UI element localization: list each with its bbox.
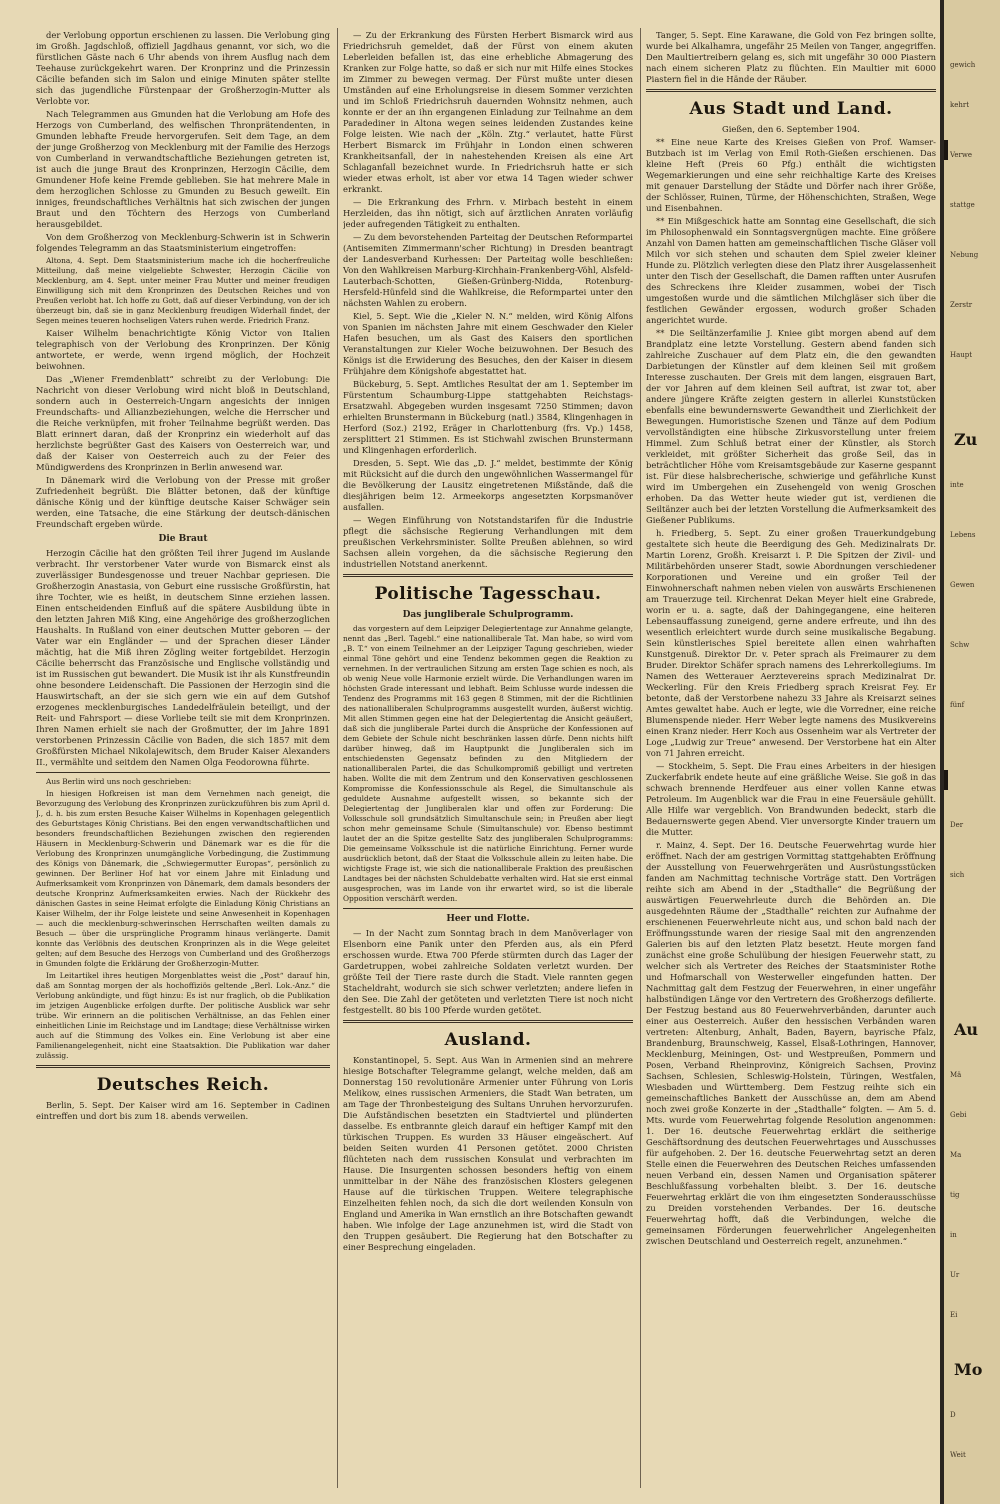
section-heading-politische-tagesschau: Politische Tagesschau.: [374, 584, 602, 604]
page-marker: [944, 140, 948, 160]
edge-text: gewich: [950, 61, 976, 69]
section-heading-ausland: Ausland.: [444, 1030, 532, 1050]
paragraph: Konstantinopel, 5. Sept. Aus Wan in Armenien sind an mehrere hiesige Botschafter Telegramme gelangt, welche melden, daß am Donnerstag 150 revolutionäre Armenier unter Führung von Loris Melikow, eines russischen Armeniers, die Stadt Wan betraten, um am Tage der Thronbesteigung des Sultans Unruhen hervorzurufen. Die Aufständischen besetzten ein Stadtviertel und plünderten dasselbe. Es entbrannte gleich darauf ein heftiger Kampf mit den türkischen Truppen. Es wurden 33 Häuser eingeäschert. Auf beiden Seiten wurden 41 Personen getötet. 2000 Christen flüchteten nach dem russischen Konsulat und verbrachten im Hause. Die Insurgenten schossen besonders heftig von einem unmittelbar in der Nähe des französischen Klosters gelegenen Hause auf die türkischen Truppen. Weitere telegraphische Einzelheiten fehlen noch, da sich die dort weilenden Konsuln von England und Amerika in Wan ernstlich an ihre Botschaften gewandt haben. Wie infolge der Lage anzunehmen ist, wird die Stadt von den Truppen gesäubert. Die Regierung hat den Botschafter zu einer Besprechung eingeladen.: [343, 1055, 633, 1252]
section-heading-die-braut: Die Braut: [158, 534, 208, 544]
adjacent-page-edge: [944, 0, 1000, 1504]
paragraph: — Zu dem bevorstehenden Parteitag der Deutschen Reformpartei (Antisemiten Zimmermann'scher Richtung) in Dresden beantragt der Landesverband Kurhessen: Der Parteitag wolle beschließen: Von den Wahlkreisen Marburg-Kirchhain-Frankenberg-Vöhl, Alsfeld-Lauterbach-Schotten, Gießen-Grünberg-Nidda, Rotenburg-Hersfeld-Hünfeld sind die Wahlkreise, die Reformpartei unter den nächsten Wahlen zu erobern.: [343, 232, 633, 308]
paragraph: ** Ein Mißgeschick hatte am Sonntag eine Gesellschaft, die sich im Philosophenwald ein Sonntagsvergnügen machte. Eine größere Anzahl von Damen hatten am gemeinschaftlichen Tische Gläser voll Milch vor sich stehen und schauten dem Spiel zweier kleiner Hunde zu. Plötzlich verlegten diese den Platz ihrer Ausgelassenheit unter den Tisch der Gesellschaft, die Damen rafften unter Ausrufen des Schreckens ihre Kleider zusammen, wobei der Tisch umgestoßen wurde und die sämtlichen Milchgläser sich über die festlichen Gewänder ergossen, wodurch großer Schaden angerichtet wurde.: [646, 216, 936, 325]
paragraph: Kiel, 5. Sept. Wie die „Kieler N. N.“ melden, wird König Alfons von Spanien im nächsten Jahre mit einem Geschwader den Kieler Hafen besuchen, um als Gast des Kaisers den sportlichen Veranstaltungen zur Kieler Woche beizuwohnen. Der Besuch des Königs ist die Erwiderung des Besuches, den der Kaiser in diesem Frühjahre dem Königshofe abgestattet hat.: [343, 311, 633, 376]
paragraph: Im Leitartikel ihres heutigen Morgenblattes weist die „Post“ darauf hin, daß am Sonntag morgen der als hochoffiziös geltende „Berl. Lok.-Anz.“ die Verlobung ankündigte, und fügt hinzu: Es ist nur fraglich, ob die Publikation im jetzigen Augenblicke erfolgen durfte. Der politische Ausblick war sehr trübe. Wir erinnern an die politischen Verhältnisse, an das Fehlen einer einheitlichen Linie im Reichstage und im Landtage; diese Verhältnisse wirken auch auf die Stimmung des Volkes ein. Eine Verlobung ist aber eine Familienangelegenheit, nicht eine Staatsaktion. Die Publikation war daher zulässig.: [36, 971, 330, 1060]
edge-text: sich: [950, 871, 965, 879]
paragraph: Dresden, 5. Sept. Wie das „D. J.“ meldet, bestimmte der König mit Rücksicht auf die durch den ungewöhnlichen Wassermangel für die Bevölkerung der Lausitz eingetretenen Mißstände, daß die diesjährigen beim 12. Armeekorps angesetzten Korpsmanöver ausfallen.: [343, 458, 633, 512]
edge-text: Haupt: [950, 351, 973, 359]
column-2: [343, 30, 633, 1490]
dateline: Gießen, den 6. September 1904.: [722, 124, 860, 134]
paragraph: Tanger, 5. Sept. Eine Karawane, die Gold von Fez bringen sollte, wurde bei Alkalhamra, ungefähr 25 Meilen von Tanger, angegriffen. Den Maultiertreibern gelang es, sich mit ungefähr 30 000 Piastern nach einem sicheren Platz zu flüchten. Ein Maultier mit 6000 Piastern fiel in die Hände der Räuber.: [646, 30, 936, 84]
page-marker: [944, 770, 948, 790]
edge-text: fünf: [950, 701, 965, 709]
column-divider: [337, 28, 338, 1488]
edge-text: Lebens: [950, 531, 976, 539]
edge-text: Der: [950, 821, 964, 829]
edge-text: Gebi: [950, 1111, 967, 1119]
paragraph: Kaiser Wilhelm benachrichtigte König Victor von Italien telegraphisch von der Verlobung des Kronprinzen. Der König antwortete, er werde, wenn irgend möglich, der Hochzeit beiwohnen.: [36, 328, 330, 371]
edge-text: Nebung: [950, 251, 979, 259]
edge-text: inte: [950, 481, 964, 489]
edge-heading: Zu: [954, 430, 978, 449]
column-divider: [640, 28, 641, 1488]
separator: [343, 574, 633, 577]
paragraph: Herzogin Cäcilie hat den größten Teil ihrer Jugend im Auslande verbracht. Ihr verstorbener Vater wurde von Bismarck einst als zuverlässiger Bundesgenosse und treuer Nachbar gepriesen. Die Großherzogin Anastasia, von Geburt eine russische Großfürstin, hat ihre Tochter, wie es heißt, in deutschem Sinne erziehen lassen. Einen entscheidenden Einfluß auf die spätere Ausbildung übte in den letzten Jahren Miß King, eine Angehörige des großherzoglichen Haushalts. In Rußland von einer deutschen Mutter geboren — der Vater war ein Engländer — und der Sprachen dieser Länder mächtig, hat die Miß ihren Zögling weiter fortgebildet. Herzogin Cäcilie beherrscht das Französische und Englische vollständig und ist im Russischen gut bewandert. Die Musik ist ihr als Kunstfreundin ohne besondere Leidenschaft. Die Passionen der Herzogin sind die Hauswirtschaft, an der sie sich gern wie ein auf dem Gutshof erzogenes mecklenburgisches Landedelfräulein beteiligt, und der Reit- und Fahrsport — diese Vorliebe teilt sie mit dem Kronprinzen. Ihren Namen erhielt sie nach der Großmutter, der im Jahre 1891 verstorbenen Prinzessin Cäcilie von Baden, die sich 1857 mit dem Großfürsten Michael Nikolajewitsch, dem Bruder Kaiser Alexanders II., vermählte und seitdem den Namen Olga Feodorowna führte.: [36, 548, 330, 767]
separator: [36, 1065, 330, 1068]
paragraph: In hiesigen Hofkreisen ist man dem Vernehmen nach geneigt, die Bevorzugung des Verlobung des Kronprinzen zurückzuführen bis zum April d. J., d. h. bis zum ersten Besuche Kaiser Wilhelms in Kopenhagen gelegentlich des Geburtstages König Christians. Bei den engen verwandtschaftlichen und besonders freundschaftlichen Beziehungen zwischen den regierenden Häusern in Mecklenburg-Schwerin und Dänemark war es die für die Verlobung des Kronprinzen unumgängliche Vorbedingung, die Zustimmung des Königs von Dänemark, die „Schwiegermutter Europas“, persönlich zu gewinnen. Der Berliner Hof hat vor einem Jahre mit Einladung und Aufmerksamkeit vom Kronprinzen von Dänemark, dem damals besonders der deutsche Kronprinz Aufmerksamkeiten erwies. Nach der Rückkehr des dänischen Gastes in seine Heimat erfolgte die Einladung König Christians an Kaiser Wilhelm, der ihr Folge leistete und seine Anwesenheit in Kopenhagen — auch die mecklenburg-schwerinschen Herrschaften weilten damals zu Besuch — über die ursprüngliche Programm hinaus verlängerte. Damit konnte das Verlöbnis des deutschen Kronprinzen als in die Wege geleitet gelten; auf dem Besuche des Herzogs von Cumberland und des Großherzogs in Gmunden folgte die Erklärung der Großherzogin-Mutter.: [36, 789, 330, 968]
paragraph: der Verlobung opportun erschienen zu lassen. Die Verlobung ging im Großh. Jagdschloß, offiziell Jagdhaus genannt, vor sich, wo die fürstlichen Gäste nach 6 Uhr abends von ihrem Ausflug nach dem Teehause zurückgekehrt waren. Der Kronprinz und die Prinzessin Cäcilie befanden sich im Salon und einige Minuten später stellte sich das jugendliche Fürstenpaar der Großherzogin-Mutter als Verlobte vor.: [36, 30, 330, 106]
edge-text: Ma: [950, 1151, 962, 1159]
edge-text: D: [950, 1411, 956, 1419]
paragraph: — Wegen Einführung von Notstandstarifen für die Industrie pflegt die sächsische Regierung Verhandlungen mit dem preußischen Verkehrsminister. Sollte Preußen ablehnen, so wird Sachsen allein vorgehen, da die sächsische Regierung den industriellen Notstand anerkennt.: [343, 515, 633, 569]
edge-text: Ur: [950, 1271, 960, 1279]
edge-text: Schw: [950, 641, 970, 649]
paragraph: In Dänemark wird die Verlobung von der Presse mit großer Zufriedenheit begrüßt. Die Blätter betonen, daß der künftige dänische König und der künftige deutsche Kaiser Schwäger sein werden, eine Tatsache, die eine Stärkung der deutsch-dänischen Freundschaft ergeben würde.: [36, 475, 330, 529]
separator: [646, 89, 936, 92]
separator: [343, 908, 633, 909]
subheading: Das jungliberale Schulprogramm.: [402, 610, 574, 620]
paragraph: das vorgestern auf dem Leipziger Delegiertentage zur Annahme gelangte, nennt das „Berl. Tagebl.“ eine nationalliberale Tat. Man habe, so wird vom „B. T.“ von einem Teilnehmer an der Leipziger Tagung geschrieben, wieder einmal Töne gehört und eine Tendenz bekommen gegen die Reaktion zu vernehmen. In der vertraulichen Sitzung am ersten Tage schien es noch, als ob wenig Neue volle Harmonie erzielt würde. Die Verhandlungen waren im höchsten Grade interessant und lebhaft. Beim Schlusse wurde indessen die Tendenz des Programms mit 163 gegen 8 Stimmen, mit der die Richtlinien des nationalliberalen Schulprogramms ausgestellt wurden, äußerst wichtig. Mit allen Stimmen gegen eine hat der Delegiertentag die Ansicht geäußert, daß sich die jungliberale Partei durch die Ansprüche der Konfessionen auf dem Gebiete der Schule nicht beschränken lassen dürfe. Denn nichts hilft darüber hinweg, daß im Hauptpunkt die Jungliberalen sich im entschiedensten Gegensatz befinden zu den Mitgliedern der nationalliberalen Partei, die das Schulkompromiß gebilligt und vertreten haben. Wollte die mit dem Zentrum und den Konservativen geschlossenen Kompromisse die Konfessionsschule als Regel, die Simultanschule als geduldete Ausnahme aufgestellt wissen, so bekannte sich der Delegiertentag der Jungliberalen klar und offen zur Forderung: Die Volksschule soll grundsätzlich Simultanschule sein; in Preußen aber liegt schon mehr gemeinsame Schule (Simultanschule) vor. Ebenso bestimmt lautet der an die Spitze gestellte Satz des jungliberalen Schulprogramms: Die gemeinsame Volksschule ist die natürliche Einrichtung. Ferner wurde ausdrücklich betont, daß der Staat die Volksschule allein zu leiten habe. Die wichtigste Frage ist, wie sich die nationalliberale Fraktion des preußischen Landtages bei der nächsten Schuldebatte verhalten wird. Hat sie erst einmal ausgesprochen, was im Lande von ihr erwartet wird, so ist die liberale Opposition verschärft werden.: [343, 624, 633, 903]
edge-text: kehrt: [950, 101, 970, 109]
paragraph: Bückeburg, 5. Sept. Amtliches Resultat der am 1. September im Fürstentum Schaumburg-Lippe stattgehabten Reichstags-Ersatzwahl. Abgegeben wurden insgesamt 7250 Stimmen; davon erhielten Brunstermann in Bückeburg (natl.) 3584, Klingenhagen in Herford (Soz.) 2192, Eräger in Charlottenburg (frs. Vp.) 1458, zersplittert 21 Stimmen. Es ist Stichwahl zwischen Brunstermann und Klingenhagen erforderlich.: [343, 379, 633, 455]
edge-text: tig: [950, 1191, 960, 1199]
section-heading-deutsches-reich: Deutsches Reich.: [96, 1075, 270, 1095]
separator: [343, 1020, 633, 1023]
edge-text: Ei: [950, 1311, 958, 1319]
paragraph: — Die Erkrankung des Frhrn. v. Mirbach besteht in einem Herzleiden, das ihn nötigt, sich auf ärztlichen Anraten vorläufig jeder aufregenden Tätigkeit zu enthalten.: [343, 197, 633, 229]
paragraph: — Zu der Erkrankung des Fürsten Herbert Bismarck wird aus Friedrichsruh gemeldet, daß der Fürst von einem akuten Leberleiden befallen ist, das eine erhebliche Abmagerung des Kranken zur Folge hatte, so daß er sich nur mit Hilfe eines Stockes im Zimmer zu bewegen vermag. Der Fürst mußte unter diesen Umständen auf eine Erholungsreise in diesem Sommer verzichten und im Schloß Friedrichsruh dauernden Wohnsitz nehmen, auch konnte er der an ihn ergangenen Einladung zur Teilnahme an dem Paradediner in Altona wegen seines leidenden Zustandes keine Folge leisten. Wie nach der „Köln. Ztg.“ verlautet, hatte Fürst Herbert Bismarck im Frühjahr in London einen schweren Krankheitsanfall, der in nahestehenden Kreisen als eine Art Schlaganfall bezeichnet wurde. In Friedrichsruh hatte er sich wieder etwas erholt, ist aber vor etwa 14 Tagen wieder schwer erkrankt.: [343, 30, 633, 194]
paragraph: h. Friedberg, 5. Sept. Zu einer großen Trauerkundgebung gestaltete sich heute die Beerdigung des Geh. Medizinalrats Dr. Martin Lorenz, Großh. Kreisarzt i. P. Die Spitzen der Zivil- und Militärbehörden unserer Stadt, sowie Abordnungen verschiedener Korporationen und Vereine und ein großer Teil der Einwohnerschaft nahmen neben vielen von auswärts Erschienenen am Trauerzuge teil. Kirchenrat Dekan Meyer hielt eine Grabrede, worin er u. a. sagte, daß der Dahingegangene, eine heiteren Lebensauffassung zuneigend, gerne andere erfreute, und ihn des wesentlich erleichtert wurde durch seine musikalische Begabung. Sein künstlerisches Spiel bereitete allen einen wahrhaften Kunstgenuß. Direktor Dr. v. Peter sprach als Freimaurer zu dem Bruder. Direktor Schäfer sprach namens des Lehrerkollegiums. Im Namen des Wetterauer Aerztevereins sprach Medizinalrat Dr. Weckerling. Für den Kreis Friedberg sprach Kreisrat Fey. Er betonte, daß der Verstorbene nahezu 33 Jahre als Kreisarzt seines Amtes gewaltet habe. Auch er legte, wie die Vorredner, eine reiche Blumenspende nieder. Herr Weber legte namens des Musikvereins einen Kranz nieder. Herr Koch aus Ossenheim war als Vertreter der Loge „Ludwig zur Treue“ anwesend. Der Verstorbene hat ein Alter von 71 Jahren erreicht.: [646, 528, 936, 758]
paragraph: Aus Berlin wird uns noch geschrieben:: [46, 777, 192, 786]
section-heading-heer-und-flotte: Heer und Flotte.: [446, 914, 530, 924]
edge-heading: Au: [954, 1020, 979, 1039]
edge-text: Weit: [950, 1451, 966, 1459]
edge-text: Verwe: [950, 151, 973, 159]
column-1: [36, 30, 330, 1490]
paragraph: — Stockheim, 5. Sept. Die Frau eines Arbeiters in der hiesigen Zuckerfabrik endete heute auf eine gräßliche Weise. Sie goß in das schwach brennende Herdfeuer aus einer vollen Kanne etwas Petroleum. Im Augenblick war die Frau in eine Feuersäule gehüllt. Alle Hilfe war vergeblich. Von Brandwunden bedeckt, starb die Bedauernswerte gegen Abend. Vier unversorgte Kinder trauern um die Mutter.: [646, 761, 936, 837]
edge-text: Zerstr: [950, 301, 973, 309]
paragraph: ** Die Seiltänzerfamilie J. Kniee gibt morgen abend auf dem Brandplatz eine letzte Vorstellung. Gestern abend fanden sich zahlreiche Zuschauer auf dem Platz ein, die den gewandten Darbietungen der Künstler auf dem kleinen Seil mit großem Interesse zuschauten. Der Greis mit dem langen, eisgrauen Bart, der vor Jahren auf dem kleinen Seil auftrat, ist zwar tot, aber andere jüngere Kräfte zeigten gestern in allerlei Kunststücken ebenfalls eine bewundernswerte Gewandtheit und Zierlichkeit der Bewegungen. Humoristische Szenen und Tänze auf dem Podium vervollständigten eine hübsche Zirkusvorstellung unter freiem Himmel. Zum Schluß betrat einer der Künstler, als Storch verkleidet, mit größter Sicherheit das große Seil, das in beträchtlicher Höhe vom Kreisamtsgebäude zur Kaserne gespannt ist. Für diese halsbrecherische, schwierige und gefährliche Kunst wird im Umbergehen ein Zusehengeld von wenig Groschen erhoben. Da das Wetter heute wieder gut ist, verdienen die Seiltänzer auch bei der letzten Vorstellung die Aufmerksamkeit des Gießener Publikums.: [646, 328, 936, 525]
edge-text: Gewen: [950, 581, 975, 589]
paragraph: r. Mainz, 4. Sept. Der 16. Deutsche Feuerwehrtag wurde hier eröffnet. Nach der am gestrigen Vormittag stattgehabten Eröffnung der Ausstellung von Feuerwehrgeräten und Ausrüstungsstücken fanden am Nachmittag technische Vorträge statt. Den Vorträgen reihte sich am Abend in der „Stadthalle“ die Begrüßung der auswärtigen Feuerwehrleute durch die Behörden an. Die ausgedehnten Räume der „Stadthalle“ reichten zur Aufnahme der erschienenen Feuerwehrleute nicht aus, und schon bald nach der Eröffnungsstunde waren der riesige Saal mit den angrenzenden Galerien bis auf den letzten Platz besetzt. Heute morgen fand zunächst eine große Schulübung der hiesigen Feuerwehr statt, zu welcher sich als Vertreter des Reiches der Staatsminister Rothe und Hofmarschall von Westerweller eingefunden hatten. Der Nachmittag galt dem Festzug der Feuerwehren, in einer ungefähr halbstündigen Länge vor den Vertretern des Großherzogs defilierte. Der Festzug bestand aus 80 Feuerwehrverbänden, darunter auch einer aus Oesterreich. Außer den hessischen Verbänden waren vertreten: Altenburg, Anhalt, Baden, Bayern, bayrische Pfalz, Brandenburg, Braunschweig, Kassel, Elsaß-Lothringen, Hannover, Mecklenburg, Meiningen, Ost- und Westpreußen, Pommern und Posen, Verband Rheinprovinz, Königreich Sachsen, Provinz Sachsen, Schlesien, Schleswig-Holstein, Türingen, Westfalen, Wiesbaden und Württemberg. Dem Festzug reihte sich ein gemeinschaftliches Bankett der Ausschüsse an, dem am Abend noch zwei große Konzerte in der „Stadthalle“ folgten. — Am 5. d. Mts. wurde vom Feuerwehrtag folgende Resolution angenommen: 1. Der 16. deutsche Feuerwehrtag erklärt die seitherige Geschäftsordnung des deutschen Feuerwehrtages und Ausschusses für aufgehoben. 2. Der 16. deutsche Feuerwehrtag setzt an deren Stelle einen die Feuerwehren des Deutschen Reiches umfassenden neuen Verband ein, dessen Namen und Organisation späterer Beschlußfassung vorbehalten bleibt. 3. Der 16. deutsche Feuerwehrtag erklärt die von ihm eingesetzten Sonderausschüsse zu Dreiden vorstehenden Verbandes. Der 16. deutsche Feuerwehrtag hofft, daß die Verbindungen, welche die gemeinsamen Förderungen feuerwehrlicher Angelegenheiten zwischen Deutschland und Oesterreich regelt, anzunehmen.“: [646, 840, 936, 1246]
paragraph: Berlin, 5. Sept. Der Kaiser wird am 16. September in Cadinen eintreffen und dort bis zum 18. abends verweilen.: [36, 1100, 330, 1121]
edge-text: Mä: [950, 1071, 962, 1079]
edge-heading: Mo: [954, 1360, 983, 1379]
paragraph: — In der Nacht zum Sonntag brach in dem Manöverlager von Elsenborn eine Panik unter den Pferden aus, als ein Pferd erschossen wurde. Etwa 700 Pferde stürmten durch das Lager der Gardetruppen, wobei zahlreiche Soldaten verletzt wurden. Der größte Teil der Tiere raste durch die Stadt. Viele rannten gegen Stacheldraht, wodurch sie sich schwer verletzten; andere liefen in den See. Die Zahl der getöteten und verletzten Tiere ist noch nicht festgestellt. 80 bis 100 Pferde wurden getötet.: [343, 928, 633, 1015]
paragraph: Das „Wiener Fremdenblatt“ schreibt zu der Verlobung: Die Nachricht von dieser Verlobung wird nicht bloß in Deutschland, sondern auch in Oesterreich-Ungarn angesichts der innigen Freundschafts- und Allianzbeziehungen, welche die Herrscher und die Reiche verknüpfen, mit froher Teilnahme begrüßt werden. Das Blatt erinnert daran, daß der Kronprinz ein wiederholt auf das herzlichste begrüßter Gast des Kaisers von Oesterreich war, und daß der Kaiser von Oesterreich auch zu der Feier des Mündigwerdens des Kronprinzen in Berlin anwesend war.: [36, 374, 330, 472]
paragraph: Altona, 4. Sept. Dem Staatsministerium mache ich die hocherfreuliche Mitteilung, daß meine vielgeliebte Schwester, Herzogin Cäcilie von Mecklenburg, am 4. Sept. unter meiner Frau Mutter und meiner freudigen Einwilligung sich mit dem Kronprinzen des Deutschen Reiches und von Preußen verlobt hat. Ich hoffe zu Gott, daß auf dieser Verbindung, von der ich überzeugt bin, daß sie in ganz Mecklenburg freudigen Widerhall findet, der Segen meines teueren hochseligen Vaters ruhen werde. Friedrich Franz.: [36, 256, 330, 325]
column-3: [646, 30, 936, 1490]
section-heading-aus-stadt-und-land: Aus Stadt und Land.: [689, 99, 893, 119]
separator: [36, 772, 330, 773]
paragraph: Nach Telegrammen aus Gmunden hat die Verlobung am Hofe des Herzogs von Cumberland, des welfischen Thronprätendenten, in Gmunden lebhafte Freude hervorgerufen. Seit dem Tage, an dem der junge Großherzog von Mecklenburg mit der Familie des Herzogs von Cumberland in verwandtschaftliche Beziehungen getreten ist, ist auch die junge Braut des Kronprinzen, Herzogin Cäcilie, dem Gmundener Hofe keine Fremde geblieben. Sie hat mehrere Male in dem herzoglichen Schlosse zu Gmunden zu Besuch geweilt. Ein inniges, freundschaftliches Verhältnis hat sich zwischen der jungen Braut und den Töchtern des Herzogs von Cumberland herausgebildet.: [36, 109, 330, 229]
edge-text: stattge: [950, 201, 975, 209]
edge-text: in: [950, 1231, 957, 1239]
paragraph: ** Eine neue Karte des Kreises Gießen von Prof. Wamser-Butzbach ist im Verlag von Emil Roth-Gießen erschienen. Das kleine Heft (Preis 60 Pfg.) enthält die wichtigsten Wegemarkierungen und eine sehr reichhaltige Karte des Kreises mit genauer Darstellung der Städte und Dörfer nach ihrer Größe, der Schlösser, Ruinen, Türme, der Höhenschichten, Straßen, Wege und Eisenbahnen.: [646, 137, 936, 213]
paragraph: Von dem Großherzog von Mecklenburg-Schwerin ist in Schwerin folgendes Telegramm an das Staatsministerium eingetroffen:: [36, 232, 330, 253]
